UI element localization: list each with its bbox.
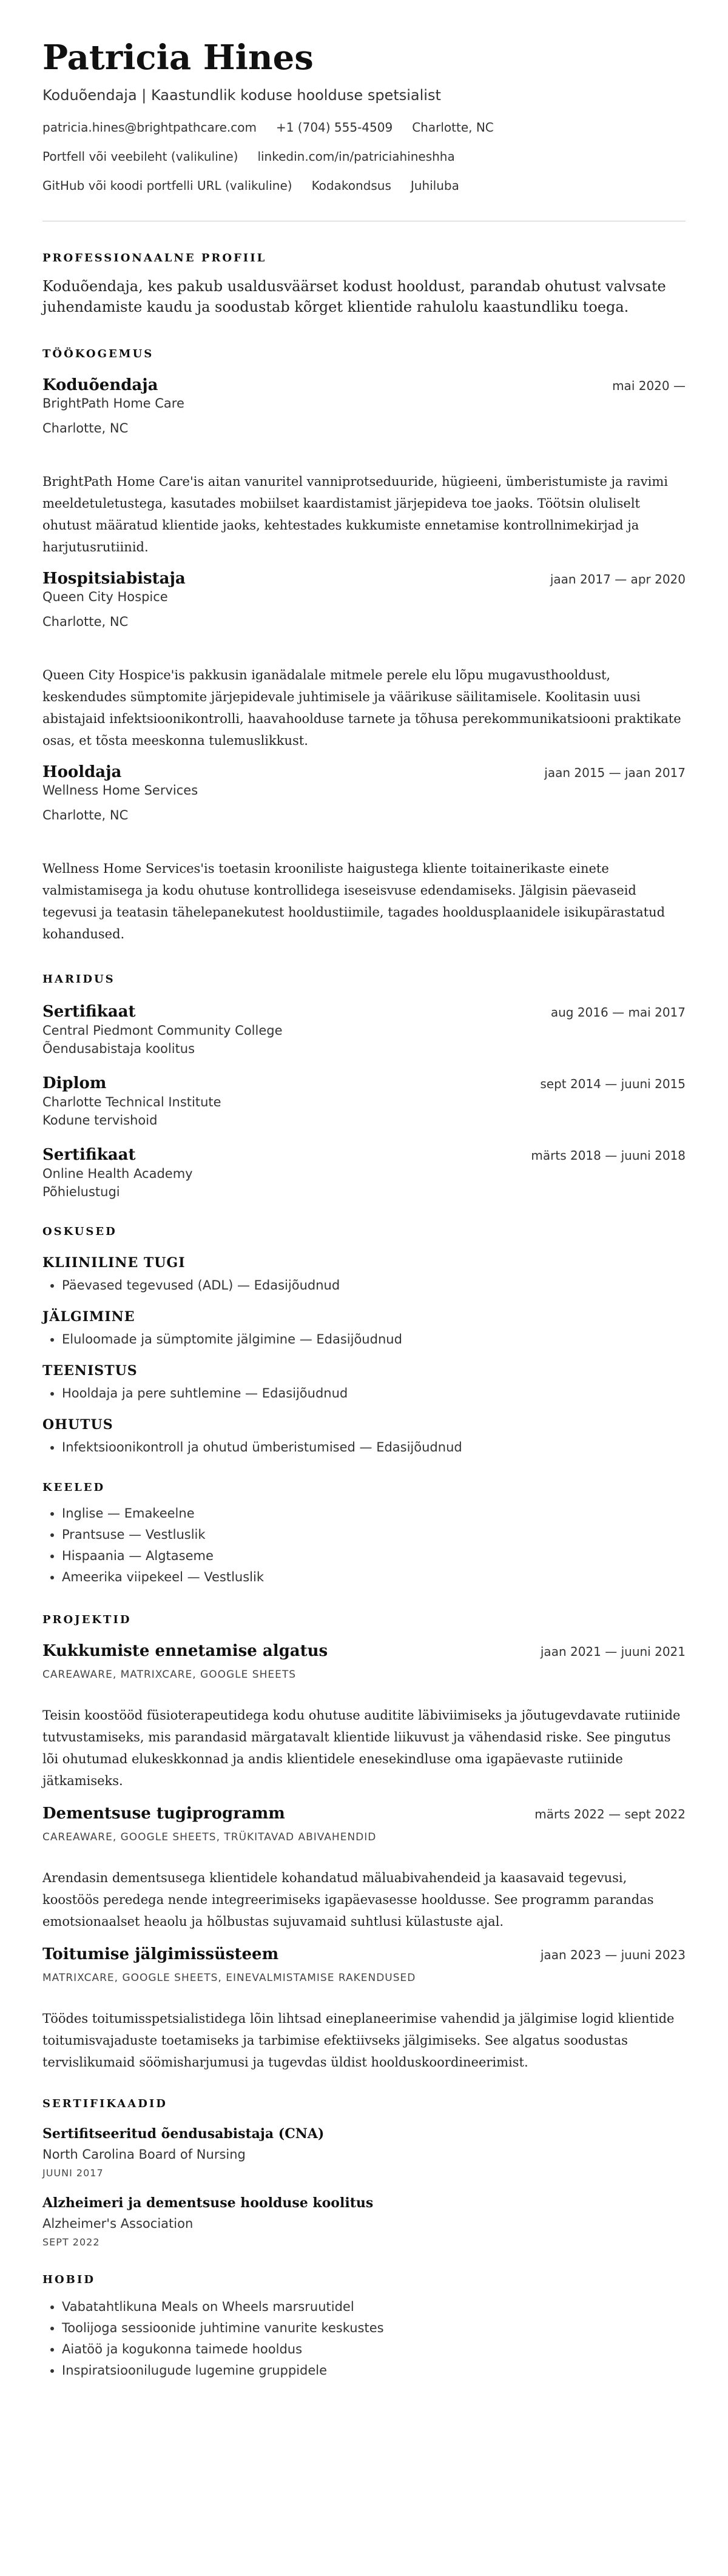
education-degree: Diplom — [42, 1074, 107, 1092]
skill-category-name: KLIINILINE TUGI — [42, 1255, 186, 1271]
license-text: Juhiluba — [410, 178, 459, 193]
skill-category — [42, 1308, 686, 1350]
language-item: • Prantsuse — Vestluslik — [62, 1524, 686, 1545]
education-section-title: HARIDUS — [42, 973, 115, 986]
project-description: Töödes toitumisspetsialistidega lõin lihtsad eineplaneerimise vahendid ja jälgimise logid klientide toitumisvajaduste toetamiseks ja tarbimise efektiivseks jälgimiseks. See algatus soodustas tervislikumaid söömisharjumusi ja tugevdas üldist hoolduskoordineerimist. — [42, 2011, 675, 2070]
education-entry — [42, 1002, 686, 1058]
education-date: sept 2014 — juuni 2015 — [540, 1077, 686, 1091]
project-entry — [42, 1804, 686, 1932]
skill-category — [42, 1416, 686, 1458]
job-description: Wellness Home Services'is toetasin krooniliste haigustega kliente toitainerikaste einete valmistamisega ja kodu ohutuse kontrollidega iseseisvuse edendamiseks. Jälgisin päevaseid tegevusi ja teatasin tähelepanekutest hooldustiimile, tagades hooldusplaanidele isikupärastatud kohandused. — [42, 861, 666, 941]
education-field: Õendusabistaja koolitus — [42, 1041, 195, 1056]
education-entry — [42, 1074, 686, 1129]
skill-item: • Hooldaja ja pere suhtlemine — Edasijõudnud — [62, 1383, 686, 1404]
hobby-item: • Inspiratsioonilugude lugemine gruppidele — [62, 2360, 686, 2381]
hobby-item: • Vabatahtlikuna Meals on Wheels marsruutidel — [62, 2296, 686, 2318]
certification-entry — [42, 2194, 686, 2249]
citizenship-text: Kodakondsus — [311, 178, 391, 193]
project-date: jaan 2023 — juuni 2023 — [540, 1948, 686, 1962]
project-tags: MATRIXCARE, GOOGLE SHEETS, EINEVALMISTAMISE RAKENDUSED — [42, 1972, 416, 1984]
job-entry — [42, 762, 686, 945]
experience-section — [42, 348, 686, 945]
hobby-item: • Aiatöö ja kogukonna taimede hooldus — [62, 2339, 686, 2360]
contact-row-primary — [42, 120, 686, 135]
contact-row-links — [42, 149, 686, 164]
projects-section-title: PROJEKTID — [42, 1613, 132, 1626]
certification-date: SEPT 2022 — [42, 2236, 100, 2248]
job-title: Hospitsiabistaja — [42, 570, 186, 588]
location-text: Charlotte, NC — [412, 120, 494, 135]
job-company: Wellness Home Services — [42, 783, 198, 798]
skill-item: • Eluloomade ja sümptomite jälgimine — Edasijõudnud — [62, 1329, 686, 1350]
skill-category-name: TEENISTUS — [42, 1363, 138, 1379]
project-entry — [42, 1641, 686, 1792]
education-degree: Sertifikaat — [42, 1146, 136, 1164]
certification-issuer: North Carolina Board of Nursing — [42, 2147, 246, 2162]
certifications-section — [42, 2097, 686, 2249]
education-school: Charlotte Technical Institute — [42, 1095, 221, 1109]
job-entry — [42, 375, 686, 558]
certification-issuer: Alzheimer's Association — [42, 2216, 194, 2231]
job-company: BrightPath Home Care — [42, 396, 184, 411]
job-date: mai 2020 — — [612, 378, 686, 393]
hobby-item: • Toolijoga sessioonide juhtimine vanurite keskustes — [62, 2318, 686, 2339]
job-title: Hooldaja — [42, 763, 122, 781]
education-date: märts 2018 — juuni 2018 — [531, 1148, 686, 1163]
skill-category — [42, 1254, 686, 1296]
education-section — [42, 973, 686, 1201]
resume-header — [42, 38, 686, 193]
portfolio-link[interactable]: Portfell või veebileht (valikuline) — [42, 149, 238, 164]
contact-row-extra — [42, 178, 686, 193]
job-description: Queen City Hospice'is pakkusin iganädalale mitmele perele elu lõpu mugavusthooldust, keskendudes sümptomite järjepidevale juhtimisele ja väärikuse säilitamisele. Koolitasin uusi abistajaid infektsioonikontrolli, haavahoolduse tarnete ja tõhusa perekommunikatsiooni praktikate osas, et tõsta meeskonna tulemuslikkust. — [42, 668, 681, 748]
profile-section-title: PROFESSIONAALNE PROFIIL — [42, 252, 267, 264]
job-company: Queen City Hospice — [42, 590, 168, 604]
projects-section — [42, 1613, 686, 2073]
education-date: aug 2016 — mai 2017 — [550, 1005, 686, 1020]
project-description: Teisin koostööd füsioterapeutidega kodu ohutuse auditite läbiviimiseks ja jõutugevdavate rutiinide tutvustamiseks, mis parandasid märgatavalt klientide liikuvust ja vähendasid riske. See pingutus lõi ohutumad elukeskkonnad ja andis klientidele enesekindluse oma igapäevaste rutiinide jätkamiseks. — [42, 1708, 681, 1788]
skills-section — [42, 1225, 686, 1458]
skills-section-title: OSKUSED — [42, 1225, 117, 1238]
languages-section-title: KEELED — [42, 1481, 106, 1494]
education-school: Online Health Academy — [42, 1166, 193, 1181]
certification-entry — [42, 2125, 686, 2180]
education-field: Kodune tervishoid — [42, 1113, 158, 1128]
language-item: • Ameerika viipekeel — Vestluslik — [62, 1567, 686, 1588]
project-date: märts 2022 — sept 2022 — [534, 1807, 686, 1821]
job-location: Charlotte, NC — [42, 421, 129, 435]
education-field: Põhielustugi — [42, 1185, 120, 1199]
hobbies-section — [42, 2273, 686, 2381]
skill-category — [42, 1362, 686, 1404]
skill-item: • Infektsioonikontroll ja ohutud ümberistumised — Edasijõudnud — [62, 1437, 686, 1458]
project-entry — [42, 1945, 686, 2073]
job-entry — [42, 569, 686, 752]
certification-date: JUUNI 2017 — [42, 2167, 104, 2179]
language-item: • Hispaania — Algtaseme — [62, 1545, 686, 1567]
project-title: Kukkumiste ennetamise algatus — [42, 1642, 328, 1660]
education-degree: Sertifikaat — [42, 1003, 136, 1021]
certification-title: Sertifitseeritud õendusabistaja (CNA) — [42, 2126, 325, 2142]
linkedin-link[interactable]: linkedin.com/in/patriciahineshha — [257, 149, 455, 164]
job-title: Koduõendaja — [42, 376, 158, 394]
candidate-name: Patricia Hines — [42, 38, 314, 78]
job-description: BrightPath Home Care'is aitan vanuritel vanniprotseduuride, hügieeni, ümberistumiste ja ravimi meeldetuletustega, kasutades mobiilset kaardistamist järjepideva toe jaoks. Töötsin oluliselt ohutust määratud klientide jaoks, kehtestades kukkumiste ennetamise kontrollnimekirjad ja harjutusrutiinid. — [42, 474, 669, 554]
project-tags: CAREAWARE, MATRIXCARE, GOOGLE SHEETS — [42, 1669, 297, 1681]
skill-category-name: OHUTUS — [42, 1417, 113, 1433]
profile-text: Koduõendaja, kes pakub usaldusväärset kodust hooldust, parandab ohutust valvsate juhendamiste kaudu ja soodustab kõrget klientide rahulolu kaastundliku toega. — [42, 278, 666, 315]
phone-number: +1 (704) 555-4509 — [275, 120, 393, 135]
job-date: jaan 2017 — apr 2020 — [550, 572, 686, 587]
project-date: jaan 2021 — juuni 2021 — [540, 1644, 686, 1659]
education-entry — [42, 1145, 686, 1201]
skill-category-name: JÄLGIMINE — [42, 1309, 135, 1325]
project-tags: CAREAWARE, GOOGLE SHEETS, TRÜKITAVAD ABIVAHENDID — [42, 1831, 377, 1843]
education-school: Central Piedmont Community College — [42, 1023, 283, 1038]
project-description: Arendasin dementsusega klientidele kohandatud mäluabivahendeid ja kaasavaid tegevusi, koostöös peredega nende integreerimiseks igapäevasesse hooldusse. See programm parandas emotsionaalset heaolu ja hõlbustas sujuvamaid suhtlusi külastuste ajal. — [42, 1871, 654, 1929]
experience-section-title: TÖÖKOGEMUS — [42, 348, 154, 360]
skill-item: • Päevased tegevused (ADL) — Edasijõudnud — [62, 1275, 686, 1296]
email-link[interactable]: patricia.hines@brightpathcare.com — [42, 120, 257, 135]
certifications-section-title: SERTIFIKAADID — [42, 2097, 167, 2110]
job-location: Charlotte, NC — [42, 808, 129, 822]
hobbies-section-title: HOBID — [42, 2273, 95, 2286]
github-link[interactable]: GitHub või koodi portfelli URL (valikuline) — [42, 178, 292, 193]
project-title: Toitumise jälgimissüsteem — [42, 1945, 279, 1963]
languages-section — [42, 1481, 686, 1588]
job-location: Charlotte, NC — [42, 614, 129, 629]
project-title: Dementsuse tugiprogramm — [42, 1804, 285, 1823]
candidate-subtitle: Koduõendaja | Kaastundlik koduse hoolduse spetsialist — [42, 87, 441, 104]
profile-section — [42, 252, 686, 317]
certification-title: Alzheimeri ja dementsuse hoolduse koolitus — [42, 2195, 374, 2211]
job-date: jaan 2015 — jaan 2017 — [544, 765, 686, 780]
language-item: • Inglise — Emakeelne — [62, 1503, 686, 1524]
